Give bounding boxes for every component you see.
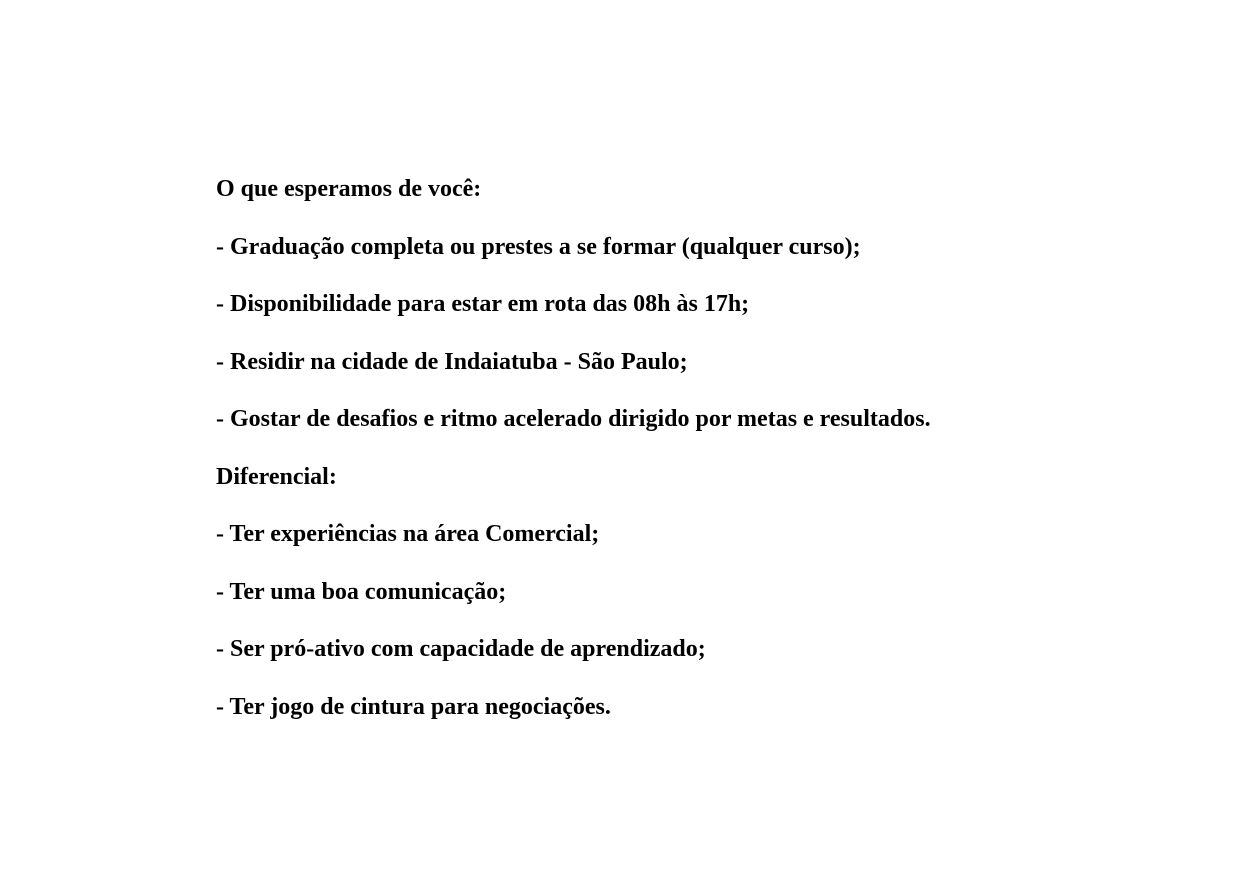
list-item: - Gostar de desafios e ritmo acelerado dirigido por metas e resultados. [216, 406, 931, 432]
section-heading-expectations: O que esperamos de você: [216, 176, 482, 202]
list-item: - Ter experiências na área Comercial; [216, 521, 600, 547]
list-item: - Ter uma boa comunicação; [216, 578, 507, 605]
section-heading-differential: Diferencial: [216, 463, 337, 490]
list-item: - Disponibilidade para estar em rota das 08h às 17h; [216, 291, 750, 317]
list-item: - Ter jogo de cintura para negociações. [216, 693, 611, 720]
list-item: - Ser pró-ativo com capacidade de aprendizado; [216, 636, 706, 662]
list-item: - Residir na cidade de Indaiatuba - São Paulo; [216, 348, 688, 375]
document-body [216, 175, 1196, 750]
list-item: - Graduação completa ou prestes a se formar (qualquer curso); [216, 233, 861, 260]
